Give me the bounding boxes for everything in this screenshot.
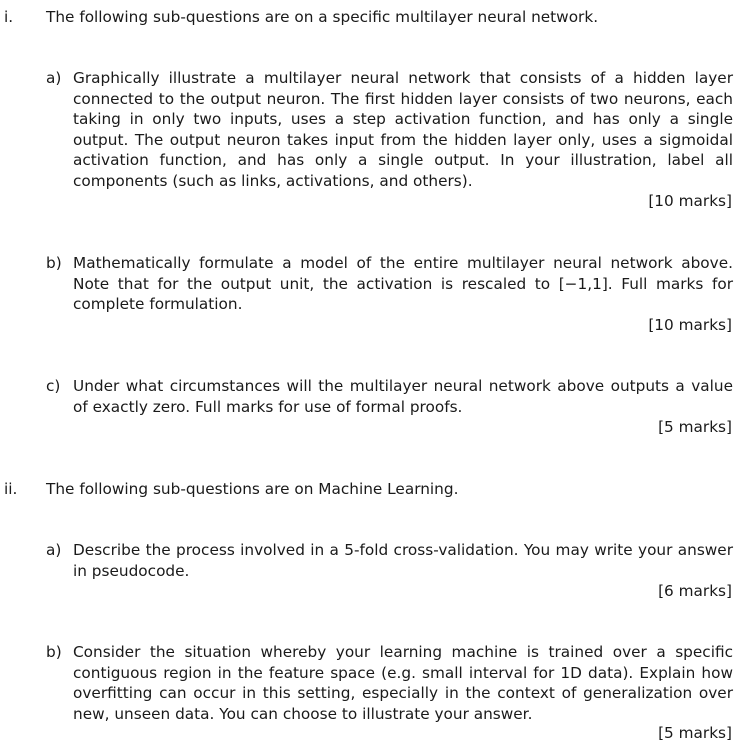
section-ii-heading: The following sub-questions are on Machine Learning. xyxy=(46,480,459,498)
question-ii-b-marks: [5 marks] xyxy=(658,724,732,742)
question-ii-a-letter: a) xyxy=(46,541,62,559)
question-i-c-text: Under what circumstances will the multilayer neural network above outputs a value of exactly zero. Full marks for use of formal proofs. xyxy=(73,377,733,416)
question-ii-a-marks: [6 marks] xyxy=(658,582,732,600)
question-i-b-marks: [10 marks] xyxy=(648,316,732,334)
question-ii-b xyxy=(46,642,733,724)
question-i-c-marks: [5 marks] xyxy=(658,418,732,436)
section-i-heading: The following sub-questions are on a specific multilayer neural network. xyxy=(46,8,599,26)
question-ii-b-letter: b) xyxy=(46,643,62,661)
question-i-a-text: Graphically illustrate a multilayer neural network that consists of a hidden layer connected to the output neuron. The first hidden layer consists of two neurons, each taking in only two inputs, uses a step activation function, and has only a single output. The output neuron takes input from the hidden layer only, uses a sigmoidal activation function, and has only a single output. In your illustration, label all components (such as links, activations, and others). xyxy=(73,69,733,190)
section-i-number: i. xyxy=(4,8,14,26)
question-ii-b-text: Consider the situation whereby your learning machine is trained over a specific contiguous region in the feature space (e.g. small interval for 1D data). Explain how overfitting can occur in this setting, especially in the context of generalization over new, unseen data. You can choose to illustrate your answer. xyxy=(73,643,733,723)
question-i-a-letter: a) xyxy=(46,69,62,87)
question-i-b-letter: b) xyxy=(46,254,62,272)
question-i-c-letter: c) xyxy=(46,377,61,395)
question-i-b xyxy=(46,253,733,315)
question-ii-a xyxy=(46,540,733,581)
question-i-a-marks: [10 marks] xyxy=(648,192,732,210)
question-i-c xyxy=(46,376,733,417)
question-i-a xyxy=(46,68,733,191)
question-i-b-text: Mathematically formulate a model of the entire multilayer neural network above. Note that for the output unit, the activation is rescaled to [−1,1]. Full marks for complete formulation. xyxy=(73,254,733,313)
section-ii-number: ii. xyxy=(4,480,18,498)
question-ii-a-text: Describe the process involved in a 5-fold cross-validation. You may write your answer in pseudocode. xyxy=(73,541,733,580)
